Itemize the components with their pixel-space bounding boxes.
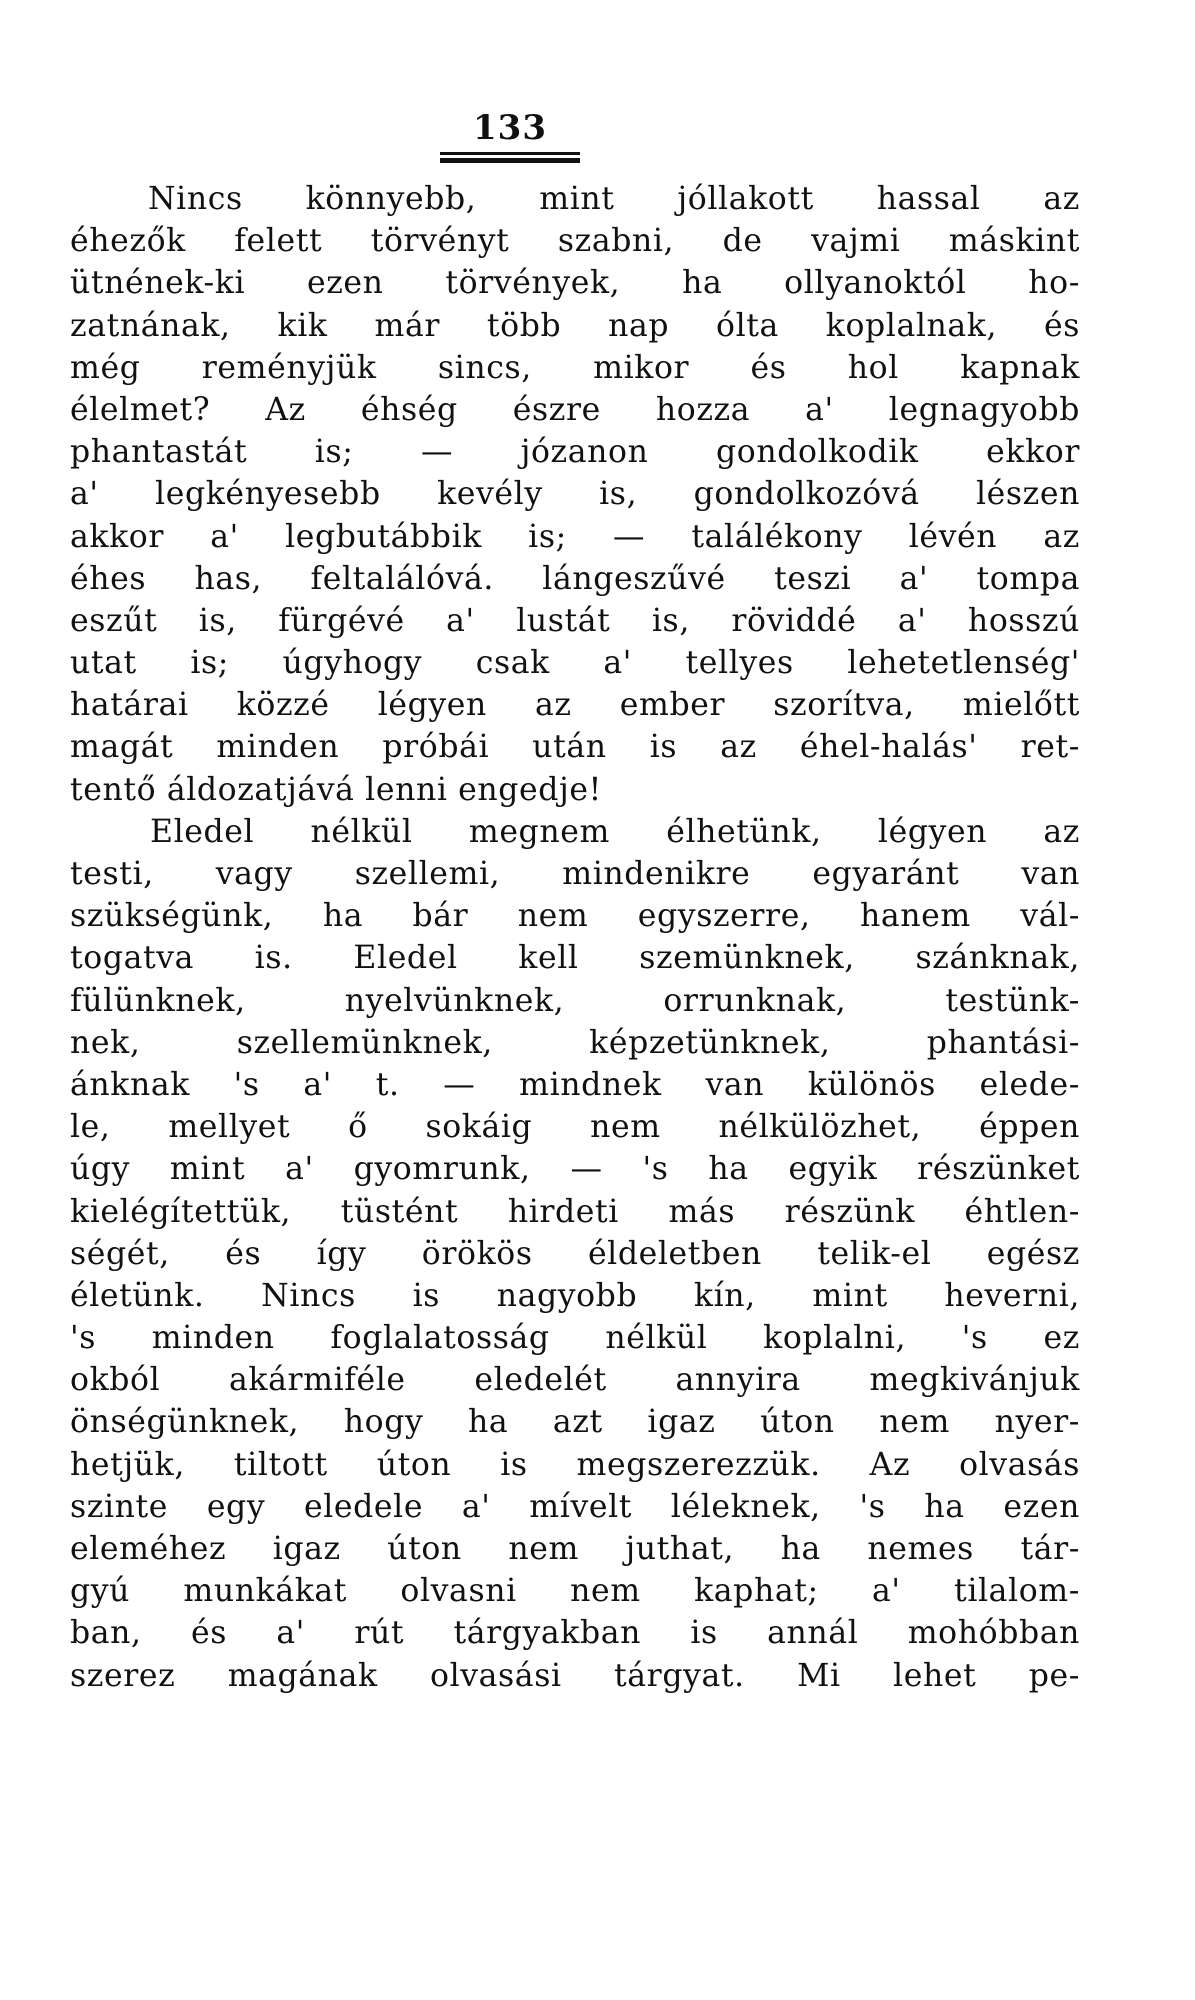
text-line: ban, és a' rút tárgyakban is annál mohóbban <box>70 1615 1080 1652</box>
header-rule-thick <box>440 158 580 163</box>
text-line: szükségünk, ha bár nem egyszerre, hanem vál- <box>70 898 1080 935</box>
text-line: még reményjük sincs, mikor és hol kapnak <box>70 349 1080 386</box>
text-line: szerez magának olvasási tárgyat. Mi lehet pe- <box>70 1657 1080 1694</box>
text-line: szinte egy eledele a' mívelt léleknek, 's ha ezen <box>70 1488 1080 1525</box>
header-rule-thin <box>440 152 580 155</box>
body-text <box>70 178 1080 1697</box>
text-line: ségét, és így örökös éldeletben telik-el egész <box>70 1235 1080 1272</box>
text-line: önségünknek, hogy ha azt igaz úton nem nyer- <box>70 1404 1080 1441</box>
text-line: akkor a' legbutábbik is; — találékony lévén az <box>70 518 1080 555</box>
text-line: ütnének-ki ezen törvények, ha ollyanoktól ho- <box>70 265 1080 302</box>
text-line: Nincs könnyebb, mint jóllakott hassal az <box>148 181 1080 217</box>
text-line: éhes has, feltalálóvá. lángeszűvé teszi a' tompa <box>70 560 1080 597</box>
text-line: Eledel nélkül megnem élhetünk, légyen az <box>150 813 1080 850</box>
text-line: eszűt is, fürgévé a' lustát is, röviddé a' hosszú <box>70 602 1080 639</box>
text-line: testi, vagy szellemi, mindenikre egyaránt van <box>70 856 1080 892</box>
text-line: 's minden foglalatosság nélkül koplalni, 's ez <box>70 1320 1080 1357</box>
text-line: gyú munkákat olvasni nem kaphat; a' tilalom- <box>70 1573 1080 1610</box>
text-line: életünk. Nincs is nagyobb kín, mint heverni, <box>70 1277 1080 1314</box>
text-line: zatnának, kik már több nap ólta koplalnak, és <box>70 307 1080 344</box>
text-line: éhezők felett törvényt szabni, de vajmi máskint <box>70 223 1080 260</box>
text-line: a' legkényesebb kevély is, gondolkozóvá lészen <box>70 476 1080 513</box>
text-line: le, mellyet ő sokáig nem nélkülözhet, éppen <box>70 1109 1080 1146</box>
text-line: phantastát is; — józanon gondolkodik ekkor <box>70 434 1080 471</box>
text-line: úgy mint a' gyomrunk, — 's ha egyik részünket <box>70 1151 1080 1188</box>
text-line: tentő áldozatjává lenni engedje! <box>70 771 602 808</box>
text-line: magát minden próbái után is az éhel-halás' ret- <box>70 729 1080 766</box>
text-line: határai közzé légyen az ember szorítva, mielőtt <box>70 687 1080 724</box>
text-line: ánknak 's a' t. — mindnek van különös elede- <box>70 1066 1080 1103</box>
text-line: eleméhez igaz úton nem juthat, ha nemes tár- <box>70 1531 1080 1567</box>
text-line: fülünknek, nyelvünknek, orrunknak, testünk- <box>70 982 1080 1019</box>
text-line: hetjük, tiltott úton is megszerezzük. Az olvasás <box>70 1446 1080 1483</box>
text-line: okból akármiféle eledelét annyira megkivánjuk <box>70 1362 1080 1399</box>
text-line: kielégítettük, tüstént hirdeti más részünk éhtlen- <box>70 1193 1080 1230</box>
text-line: utat is; úgyhogy csak a' tellyes lehetetlenség' <box>70 645 1080 682</box>
page-number: 133 <box>473 108 547 148</box>
text-line: nek, szellemünknek, képzetünknek, phantási- <box>70 1024 1080 1061</box>
text-line: togatva is. Eledel kell szemünknek, szánknak, <box>70 940 1080 977</box>
text-line: élelmet? Az éhség észre hozza a' legnagyobb <box>70 391 1080 428</box>
